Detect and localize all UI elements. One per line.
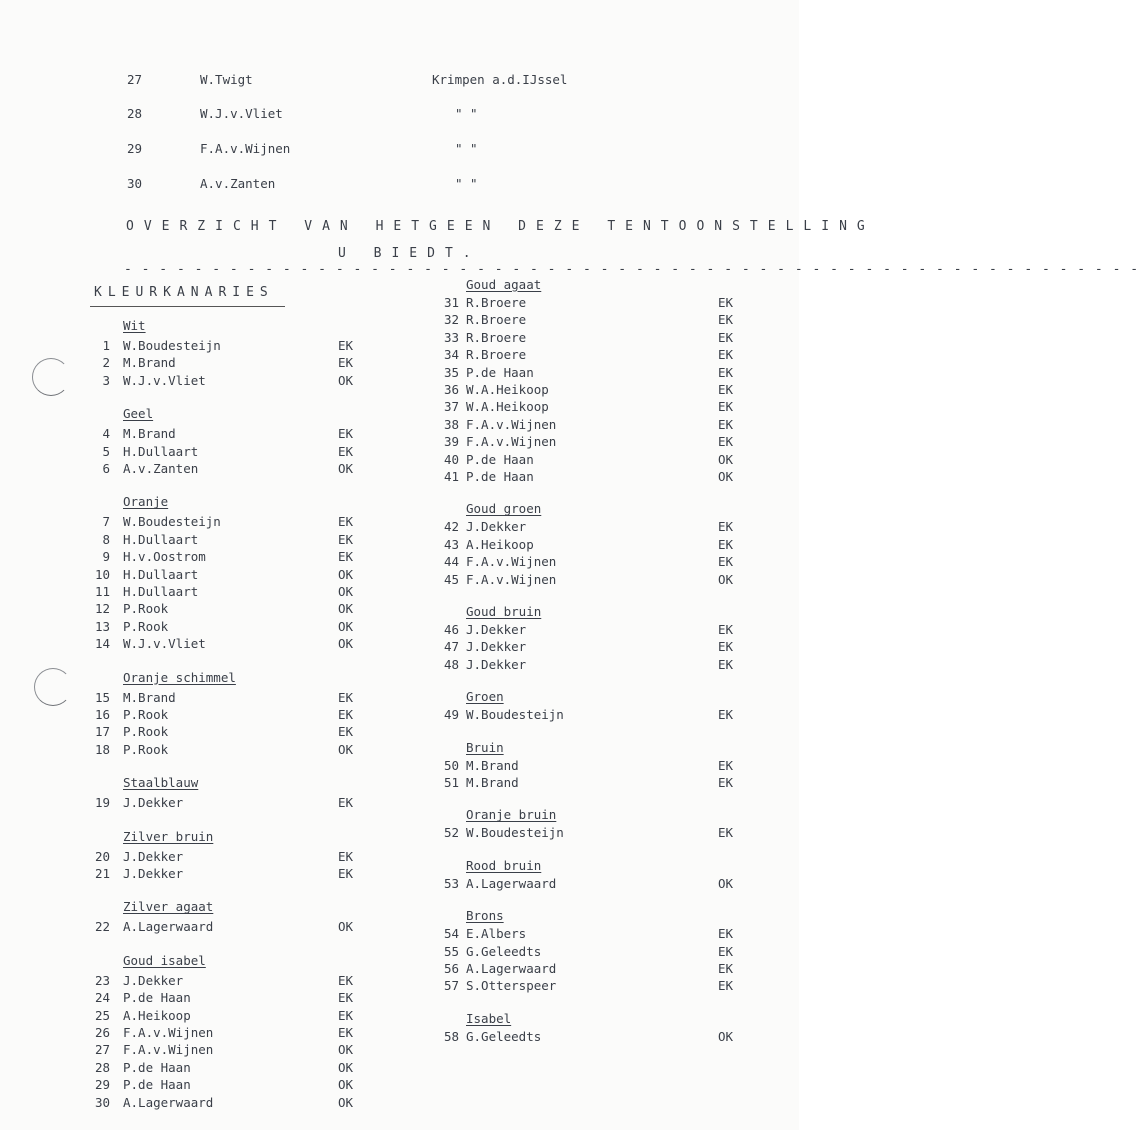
entry-name: H.Dullaart: [123, 531, 199, 547]
entry-number: 41: [443, 469, 459, 484]
entry-name: W.J.v.Vliet: [123, 636, 206, 652]
entry-name: J.Dekker: [123, 866, 184, 881]
entry-name: W.Boudesteijn: [123, 514, 221, 530]
entry-grade: EK: [338, 531, 354, 547]
entry-grade: EK: [718, 399, 734, 415]
entry-number: 56: [443, 961, 459, 976]
entry-grade: EK: [718, 825, 734, 841]
category-heading: Oranje schimmel: [123, 669, 236, 685]
top-row-number: 28: [127, 106, 143, 121]
entry-name: R.Broere: [466, 295, 527, 310]
entry-number: 47: [443, 639, 459, 655]
entry-grade: OK: [718, 875, 734, 891]
entry-number: 12: [94, 601, 110, 617]
entry-name: F.A.v.Wijnen: [466, 554, 557, 570]
entry-number: 9: [102, 549, 110, 565]
entry-number: 13: [94, 618, 110, 634]
entry-number: 35: [443, 364, 459, 380]
entry-grade: EK: [338, 795, 354, 811]
entry-number: 22: [94, 919, 110, 935]
entry-name: W.A.Heikoop: [466, 382, 549, 397]
entry-name: H.v.Oostrom: [123, 549, 206, 565]
entry-grade: EK: [718, 554, 734, 570]
category-heading: Goud groen: [466, 501, 542, 517]
entry-name: W.A.Heikoop: [466, 399, 549, 415]
category-heading: Bruin: [466, 739, 504, 755]
top-row-number: 30: [127, 176, 143, 191]
entry-name: A.Lagerwaard: [466, 961, 557, 976]
entry-number: 48: [443, 656, 459, 672]
category-heading: Geel: [123, 406, 154, 422]
entry-number: 33: [443, 329, 459, 345]
entry-name: F.A.v.Wijnen: [466, 571, 557, 587]
entry-number: 42: [443, 519, 459, 535]
entry-grade: EK: [338, 866, 354, 881]
entry-grade: EK: [338, 707, 354, 722]
entry-grade: EK: [338, 338, 354, 353]
entry-name: J.Dekker: [123, 848, 184, 864]
entry-number: 53: [443, 875, 459, 891]
entry-grade: EK: [338, 514, 354, 530]
entry-grade: EK: [338, 549, 354, 565]
entry-grade: EK: [338, 443, 354, 459]
entry-grade: EK: [338, 1007, 354, 1023]
entry-number: 55: [443, 943, 459, 959]
entry-grade: EK: [718, 961, 734, 976]
entry-grade: OK: [338, 636, 354, 652]
entry-name: M.Brand: [123, 355, 176, 371]
entry-name: M.Brand: [123, 689, 176, 705]
entry-name: F.A.v.Wijnen: [123, 1042, 214, 1058]
entry-number: 52: [443, 825, 459, 841]
entry-grade: OK: [338, 1077, 354, 1093]
entry-name: P.Rook: [123, 741, 169, 757]
entry-grade: EK: [718, 519, 734, 535]
entry-grade: EK: [718, 434, 734, 450]
entry-number: 58: [443, 1028, 459, 1044]
entry-number: 23: [94, 972, 110, 988]
entry-grade: OK: [338, 372, 354, 388]
overview-heading-line2: U BIEDT.: [338, 246, 481, 261]
top-row-name: W.J.v.Vliet: [200, 106, 283, 121]
entry-number: 21: [94, 866, 110, 881]
entry-number: 11: [94, 584, 110, 599]
top-row: [0, 141, 799, 161]
entry-name: M.Brand: [466, 775, 519, 790]
entry-number: 6: [102, 461, 110, 476]
entry-number: 31: [443, 295, 459, 310]
entry-number: 20: [94, 848, 110, 864]
entry-grade: EK: [338, 972, 354, 988]
entry-grade: OK: [718, 469, 734, 484]
category-heading: Groen: [466, 689, 504, 705]
entry-number: 50: [443, 757, 459, 773]
top-row: [0, 106, 799, 126]
section-title: KLEURKANARIES: [94, 285, 274, 300]
entry-grade: EK: [338, 689, 354, 705]
entry-grade: EK: [718, 707, 734, 723]
entry-name: A.v.Zanten: [123, 461, 199, 476]
entry-grade: EK: [718, 312, 734, 328]
entry-grade: OK: [338, 1094, 354, 1110]
entry-name: G.Geleedts: [466, 1028, 542, 1044]
entry-name: A.Heikoop: [466, 536, 534, 552]
entry-name: F.A.v.Wijnen: [123, 1025, 214, 1040]
entry-name: P.de Haan: [466, 364, 534, 380]
entry-number: 45: [443, 571, 459, 587]
entry-number: 15: [94, 689, 110, 705]
entry-name: P.de Haan: [123, 990, 191, 1006]
entry-name: R.Broere: [466, 312, 527, 328]
entry-grade: EK: [718, 536, 734, 552]
entry-number: 25: [94, 1007, 110, 1023]
entry-number: 34: [443, 347, 459, 363]
entry-number: 17: [94, 724, 110, 740]
entry-name: S.Otterspeer: [466, 978, 557, 994]
category-heading: Wit: [123, 318, 146, 333]
category-heading: Zilver agaat: [123, 899, 214, 915]
entry-grade: OK: [338, 566, 354, 582]
entry-name: P.Rook: [123, 724, 169, 740]
entry-number: 16: [94, 707, 110, 722]
entry-name: H.Dullaart: [123, 566, 199, 582]
entry-number: 28: [94, 1059, 110, 1075]
entry-number: 43: [443, 536, 459, 552]
entry-grade: EK: [338, 355, 354, 371]
entry-name: J.Dekker: [466, 519, 527, 535]
category-heading: Oranje bruin: [466, 807, 557, 823]
entry-name: M.Brand: [466, 757, 519, 773]
entry-grade: OK: [338, 618, 354, 634]
entry-name: P.de Haan: [123, 1077, 191, 1093]
entry-name: H.Dullaart: [123, 584, 199, 599]
entry-number: 49: [443, 707, 459, 723]
entry-name: J.Dekker: [466, 639, 527, 655]
entry-grade: OK: [338, 461, 354, 476]
entry-number: 29: [94, 1077, 110, 1093]
entry-name: A.Heikoop: [123, 1007, 191, 1023]
entry-number: 36: [443, 382, 459, 397]
entry-name: P.Rook: [123, 618, 169, 634]
entry-number: 27: [94, 1042, 110, 1058]
entry-name: E.Albers: [466, 926, 527, 942]
entry-number: 4: [102, 426, 110, 442]
dashed-divider: - - - - - - - - - - - - - - - - - - - - - - - - - - - - - - - - - - - - - - - - - - - - - - - - - - - - - - - - - -: [124, 262, 1139, 277]
entry-name: P.Rook: [123, 707, 169, 722]
overview-heading-line1: OVERZICHT VAN HETGEEN DEZE TENTOONSTELLING: [126, 219, 875, 234]
entry-grade: EK: [718, 329, 734, 345]
entry-number: 46: [443, 622, 459, 637]
category-heading: Zilver bruin: [123, 828, 214, 844]
entry-name: M.Brand: [123, 426, 176, 442]
entry-name: F.A.v.Wijnen: [466, 434, 557, 450]
top-row-number: 29: [127, 141, 143, 156]
entry-grade: EK: [718, 926, 734, 942]
entry-name: J.Dekker: [123, 972, 184, 988]
entry-grade: EK: [338, 848, 354, 864]
category-heading: Isabel: [466, 1010, 512, 1026]
section-title-underline: [90, 306, 285, 307]
top-row: [0, 72, 799, 92]
entry-grade: EK: [718, 639, 734, 655]
entry-grade: EK: [718, 295, 734, 310]
top-row-name: W.Twigt: [200, 72, 253, 87]
entry-grade: OK: [338, 1059, 354, 1075]
entry-name: P.de Haan: [466, 469, 534, 484]
entry-name: P.Rook: [123, 601, 169, 617]
entry-number: 38: [443, 416, 459, 432]
entry-grade: EK: [718, 416, 734, 432]
entry-number: 37: [443, 399, 459, 415]
category-heading: Goud isabel: [123, 952, 206, 968]
entry-name: P.de Haan: [123, 1059, 191, 1075]
entry-name: W.Boudesteijn: [466, 825, 564, 841]
entry-grade: EK: [338, 724, 354, 740]
top-row-place: " ": [455, 106, 478, 121]
entry-grade: OK: [338, 1042, 354, 1058]
entry-name: G.Geleedts: [466, 943, 542, 959]
entry-name: H.Dullaart: [123, 443, 199, 459]
category-heading: Brons: [466, 908, 504, 924]
entry-number: 10: [94, 566, 110, 582]
category-heading: Staalblauw: [123, 775, 199, 791]
entry-grade: OK: [338, 919, 354, 935]
punch-hole-bottom: [34, 668, 72, 706]
entry-number: 30: [94, 1094, 110, 1110]
entry-grade: EK: [718, 622, 734, 637]
entry-grade: EK: [718, 757, 734, 773]
entry-grade: OK: [338, 601, 354, 617]
entry-name: P.de Haan: [466, 451, 534, 467]
entry-grade: OK: [338, 741, 354, 757]
entry-number: 1: [102, 338, 110, 353]
entry-number: 19: [94, 795, 110, 811]
entry-grade: EK: [718, 382, 734, 397]
entry-number: 39: [443, 434, 459, 450]
entry-name: W.Boudesteijn: [466, 707, 564, 723]
entry-number: 51: [443, 775, 459, 790]
entry-number: 2: [102, 355, 110, 371]
punch-hole-top: [32, 358, 70, 396]
entry-number: 40: [443, 451, 459, 467]
entry-number: 54: [443, 926, 459, 942]
entry-name: W.J.v.Vliet: [123, 372, 206, 388]
entry-name: A.Lagerwaard: [123, 1094, 214, 1110]
entry-name: F.A.v.Wijnen: [466, 416, 557, 432]
top-row-place: Krimpen a.d.IJssel: [432, 72, 568, 87]
entry-grade: EK: [718, 347, 734, 363]
entry-grade: OK: [338, 584, 354, 599]
entry-number: 44: [443, 554, 459, 570]
entry-grade: EK: [718, 775, 734, 790]
category-heading: Goud agaat: [466, 277, 542, 292]
top-row-place: " ": [455, 176, 478, 191]
entry-grade: EK: [718, 656, 734, 672]
top-row-number: 27: [127, 72, 143, 87]
category-heading: Goud bruin: [466, 604, 542, 619]
entry-number: 5: [102, 443, 110, 459]
top-row-name: A.v.Zanten: [200, 176, 276, 191]
entry-grade: EK: [718, 943, 734, 959]
entry-grade: OK: [718, 571, 734, 587]
entry-number: 24: [94, 990, 110, 1006]
entry-name: J.Dekker: [123, 795, 184, 811]
category-heading: Rood bruin: [466, 857, 542, 873]
top-row-name: F.A.v.Wijnen: [200, 141, 291, 156]
entry-grade: OK: [718, 1028, 734, 1044]
entry-number: 32: [443, 312, 459, 328]
entry-grade: EK: [718, 364, 734, 380]
entry-name: J.Dekker: [466, 622, 527, 637]
category-heading: Oranje: [123, 494, 169, 510]
entry-name: A.Lagerwaard: [123, 919, 214, 935]
entry-name: R.Broere: [466, 347, 527, 363]
entry-number: 3: [102, 372, 110, 388]
entry-grade: EK: [338, 1025, 354, 1040]
entry-number: 57: [443, 978, 459, 994]
entry-name: R.Broere: [466, 329, 527, 345]
top-row: [0, 176, 799, 196]
entry-grade: EK: [338, 426, 354, 442]
entry-grade: OK: [718, 451, 734, 467]
entry-number: 18: [94, 741, 110, 757]
entry-number: 14: [94, 636, 110, 652]
entry-number: 8: [102, 531, 110, 547]
entry-number: 26: [94, 1025, 110, 1040]
entry-grade: EK: [338, 990, 354, 1006]
entry-name: A.Lagerwaard: [466, 875, 557, 891]
entry-grade: EK: [718, 978, 734, 994]
entry-name: W.Boudesteijn: [123, 338, 221, 353]
entry-number: 7: [102, 514, 110, 530]
entry-name: J.Dekker: [466, 656, 527, 672]
top-row-place: " ": [455, 141, 478, 156]
